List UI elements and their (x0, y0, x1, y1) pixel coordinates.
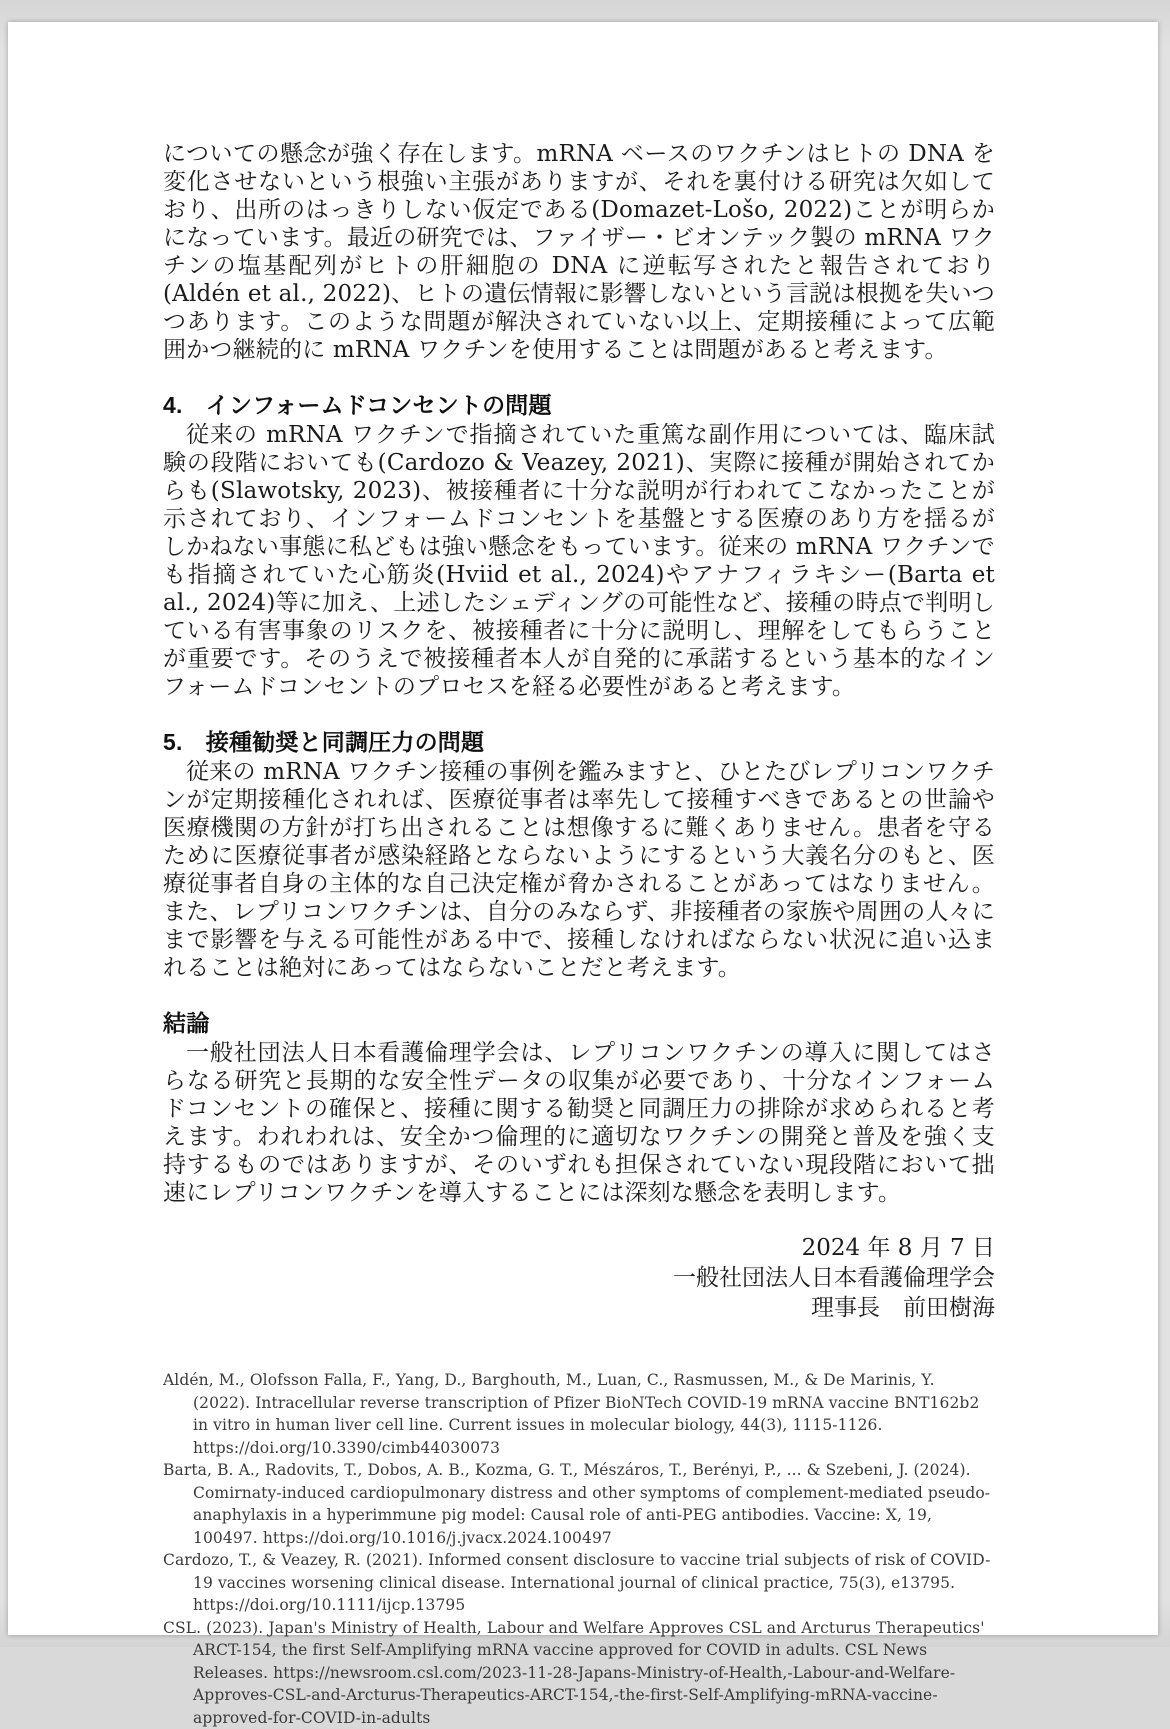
signature-organization: 一般社団法人日本看護倫理学会 (163, 1263, 995, 1293)
reference-item: Aldén, M., Olofsson Falla, F., Yang, D., Barghouth, M., Luan, C., Rasmussen, M., & De Marinis, Y. (2022). Intracellular reverse transcription of Pfizer BioNTech COVID-19 mRNA vaccine BNT162b2 in vitro in human liver cell line. Current issues in molecular biology, 44(3), 1115-1126. https://doi.org/10.3390/cimb44030073 (163, 1369, 995, 1459)
reference-item: Barta, B. A., Radovits, T., Dobos, A. B., Kozma, G. T., Mészáros, T., Berényi, P., ... & Szebeni, J. (2024). Comirnaty-induced cardiopulmonary distress and other symptoms of complement-mediated pseudo-anaphylaxis in a hyperimmune pig model: Causal role of anti-PEG antibodies. Vaccine: X, 19, 100497. https://doi.org/10.1016/j.jvacx.2024.100497 (163, 1459, 995, 1549)
signature-block (163, 1233, 995, 1323)
section-peer-pressure (163, 728, 995, 982)
signature-signatory: 理事長 前田樹海 (163, 1293, 995, 1323)
section-4-heading: 4. インフォームドコンセントの問題 (163, 391, 995, 419)
section-conclusion (163, 1009, 995, 1207)
signature-date: 2024 年 8 月 7 日 (163, 1233, 995, 1263)
section-informed-consent (163, 391, 995, 701)
section-4-body: 従来の mRNA ワクチンで指摘されていた重篤な副作用については、臨床試験の段階においても(Cardozo & Veazey, 2021)、実際に接種が開始されてからも(Slawotsky, 2023)、被接種者に十分な説明が行われてこなかったことが示されており、インフォームドコンセントを基盤とする医療のあり方を揺るがしかねない事態に私どもは強い懸念をもっています。従来の mRNA ワクチンでも指摘されていた心筋炎(Hviid et al., 2024)やアナフィラキシー(Barta et al., 2024)等に加え、上述したシェディングの可能性など、接種の時点で判明している有害事象のリスクを、被接種者に十分に説明し、理解をしてもらうことが重要です。そのうえで被接種者本人が自発的に承諾するという基本的なインフォームドコンセントのプロセスを経る必要性があると考えます。 (163, 421, 995, 701)
section-5-heading: 5. 接種勧奨と同調圧力の問題 (163, 728, 995, 756)
reference-list (163, 1369, 995, 1729)
reference-item: CSL. (2023). Japan's Ministry of Health, Labour and Welfare Approves CSL and Arcturus Therapeutics' ARCT-154, the first Self-Amplifying mRNA vaccine approved for COVID in adults. CSL News Releases. https://newsroom.csl.com/2023-11-28-Japans-Ministry-of-Health,-Labour-and-Welfare-Approves-CSL-and-Arcturus-Therapeutics-ARCT-154,-the-first-Self-Amplifying-mRNA-vaccine-approved-for-COVID-in-adults (163, 1617, 995, 1729)
document-page (8, 22, 1158, 1635)
intro-paragraph: についての懸念が強く存在します。mRNA ベースのワクチンはヒトの DNA を変化させないという根強い主張がありますが、それを裏付ける研究は欠如しており、出所のはっきりしない仮定である(Domazet-Lošo, 2022)ことが明らかになっています。最近の研究では、ファイザー・ビオンテック製の mRNA ワクチンの塩基配列がヒトの肝細胞の DNA に逆転写されたと報告されており(Aldén et al., 2022)、ヒトの遺伝情報に影響しないという言説は根拠を失いつつあります。このような問題が解決されていない以上、定期接種によって広範囲かつ継続的に mRNA ワクチンを使用することは問題があると考えます。 (163, 140, 995, 364)
conclusion-heading: 結論 (163, 1009, 995, 1037)
section-5-body: 従来の mRNA ワクチン接種の事例を鑑みますと、ひとたびレプリコンワクチンが定期接種化されれば、医療従事者は率先して接種すべきであるとの世論や医療機関の方針が打ち出されることは想像するに難くありません。患者を守るために医療従事者が感染経路とならないようにするという大義名分のもと、医療従事者自身の主体的な自己決定権が脅かされることがあってはなりません。また、レプリコンワクチンは、自分のみならず、非接種者の家族や周囲の人々にまで影響を与える可能性がある中で、接種しなければならない状況に追い込まれることは絶対にあってはならないことだと考えます。 (163, 758, 995, 982)
conclusion-body: 一般社団法人日本看護倫理学会は、レプリコンワクチンの導入に関してはさらなる研究と長期的な安全性データの収集が必要であり、十分なインフォームドコンセントの確保と、接種に関する勧奨と同調圧力の排除が求められると考えます。われわれは、安全かつ倫理的に適切なワクチンの開発と普及を強く支持するものではありますが、そのいずれも担保されていない現段階において拙速にレプリコンワクチンを導入することには深刻な懸念を表明します。 (163, 1039, 995, 1207)
reference-item: Cardozo, T., & Veazey, R. (2021). Informed consent disclosure to vaccine trial subjects of risk of COVID-19 vaccines worsening clinical disease. International journal of clinical practice, 75(3), e13795. https://doi.org/10.1111/ijcp.13795 (163, 1549, 995, 1617)
